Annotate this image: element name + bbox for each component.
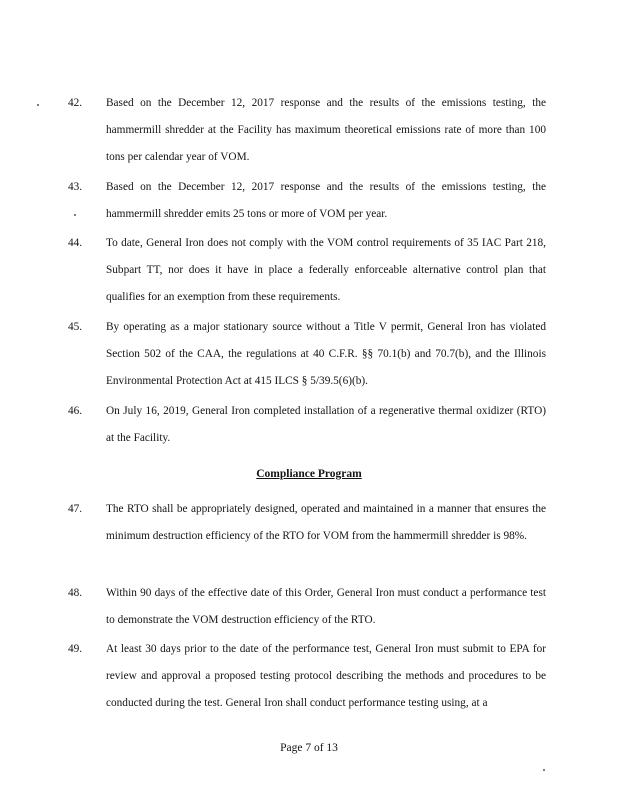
scan-speck [543, 769, 545, 771]
paragraph-text: Based on the December 12, 2017 response and the results of the emissions testing, the hammermill shredder at the Facility has maximum theoretical emissions rate of more than 100 tons per calendar year of VOM. [106, 97, 546, 163]
paragraph-text: To date, General Iron does not comply with the VOM control requirements of 35 IAC Part 218, Subpart TT, nor does it have in place a federally enforceable alternative control plan that qualifies for an exemption from these requirements. [106, 237, 546, 303]
paragraph-number: 44. [68, 237, 83, 249]
paragraph-number: 42. [68, 97, 83, 109]
scan-speck [37, 104, 39, 106]
paragraph-number: 48. [68, 587, 83, 599]
paragraph-text: Within 90 days of the effective date of this Order, General Iron must conduct a performance test to demonstrate the VOM destruction efficiency of the RTO. [106, 587, 546, 626]
scan-speck [74, 214, 76, 216]
paragraph-43 [68, 174, 546, 228]
paragraph-text: At least 30 days prior to the date of the performance test, General Iron must submit to EPA for review and approval a proposed testing protocol describing the methods and procedures to be conducted during the test. General Iron shall conduct performance testing using, at a [106, 643, 546, 709]
paragraph-44 [68, 230, 546, 311]
paragraph-text: The RTO shall be appropriately designed, operated and maintained in a manner that ensures the minimum destruction efficiency of the RTO for VOM from the hammermill shredder is 98%. [106, 503, 546, 542]
paragraph-49 [68, 636, 546, 717]
section-heading: Compliance Program [256, 468, 362, 480]
paragraph-number: 49. [68, 643, 83, 655]
paragraph-text: On July 16, 2019, General Iron completed installation of a regenerative thermal oxidizer (RTO) at the Facility. [106, 405, 546, 444]
paragraph-46 [68, 398, 546, 452]
paragraph-text: By operating as a major stationary source without a Title V permit, General Iron has violated Section 502 of the CAA, the regulations at 40 C.F.R. §§ 70.1(b) and 70.7(b), and the Illinois Environmental Protection Act at 415 ILCS § 5/39.5(6)(b). [106, 321, 546, 387]
paragraph-number: 47. [68, 503, 83, 515]
paragraph-text: Based on the December 12, 2017 response and the results of the emissions testing, the hammermill shredder emits 25 tons or more of VOM per year. [106, 181, 546, 220]
paragraph-42 [68, 90, 546, 171]
paragraph-number: 45. [68, 321, 83, 333]
paragraph-number: 46. [68, 405, 83, 417]
paragraph-number: 43. [68, 181, 83, 193]
paragraph-45 [68, 314, 546, 395]
page-footer: Page 7 of 13 [280, 742, 338, 754]
paragraph-48 [68, 580, 546, 634]
paragraph-47 [68, 496, 546, 550]
